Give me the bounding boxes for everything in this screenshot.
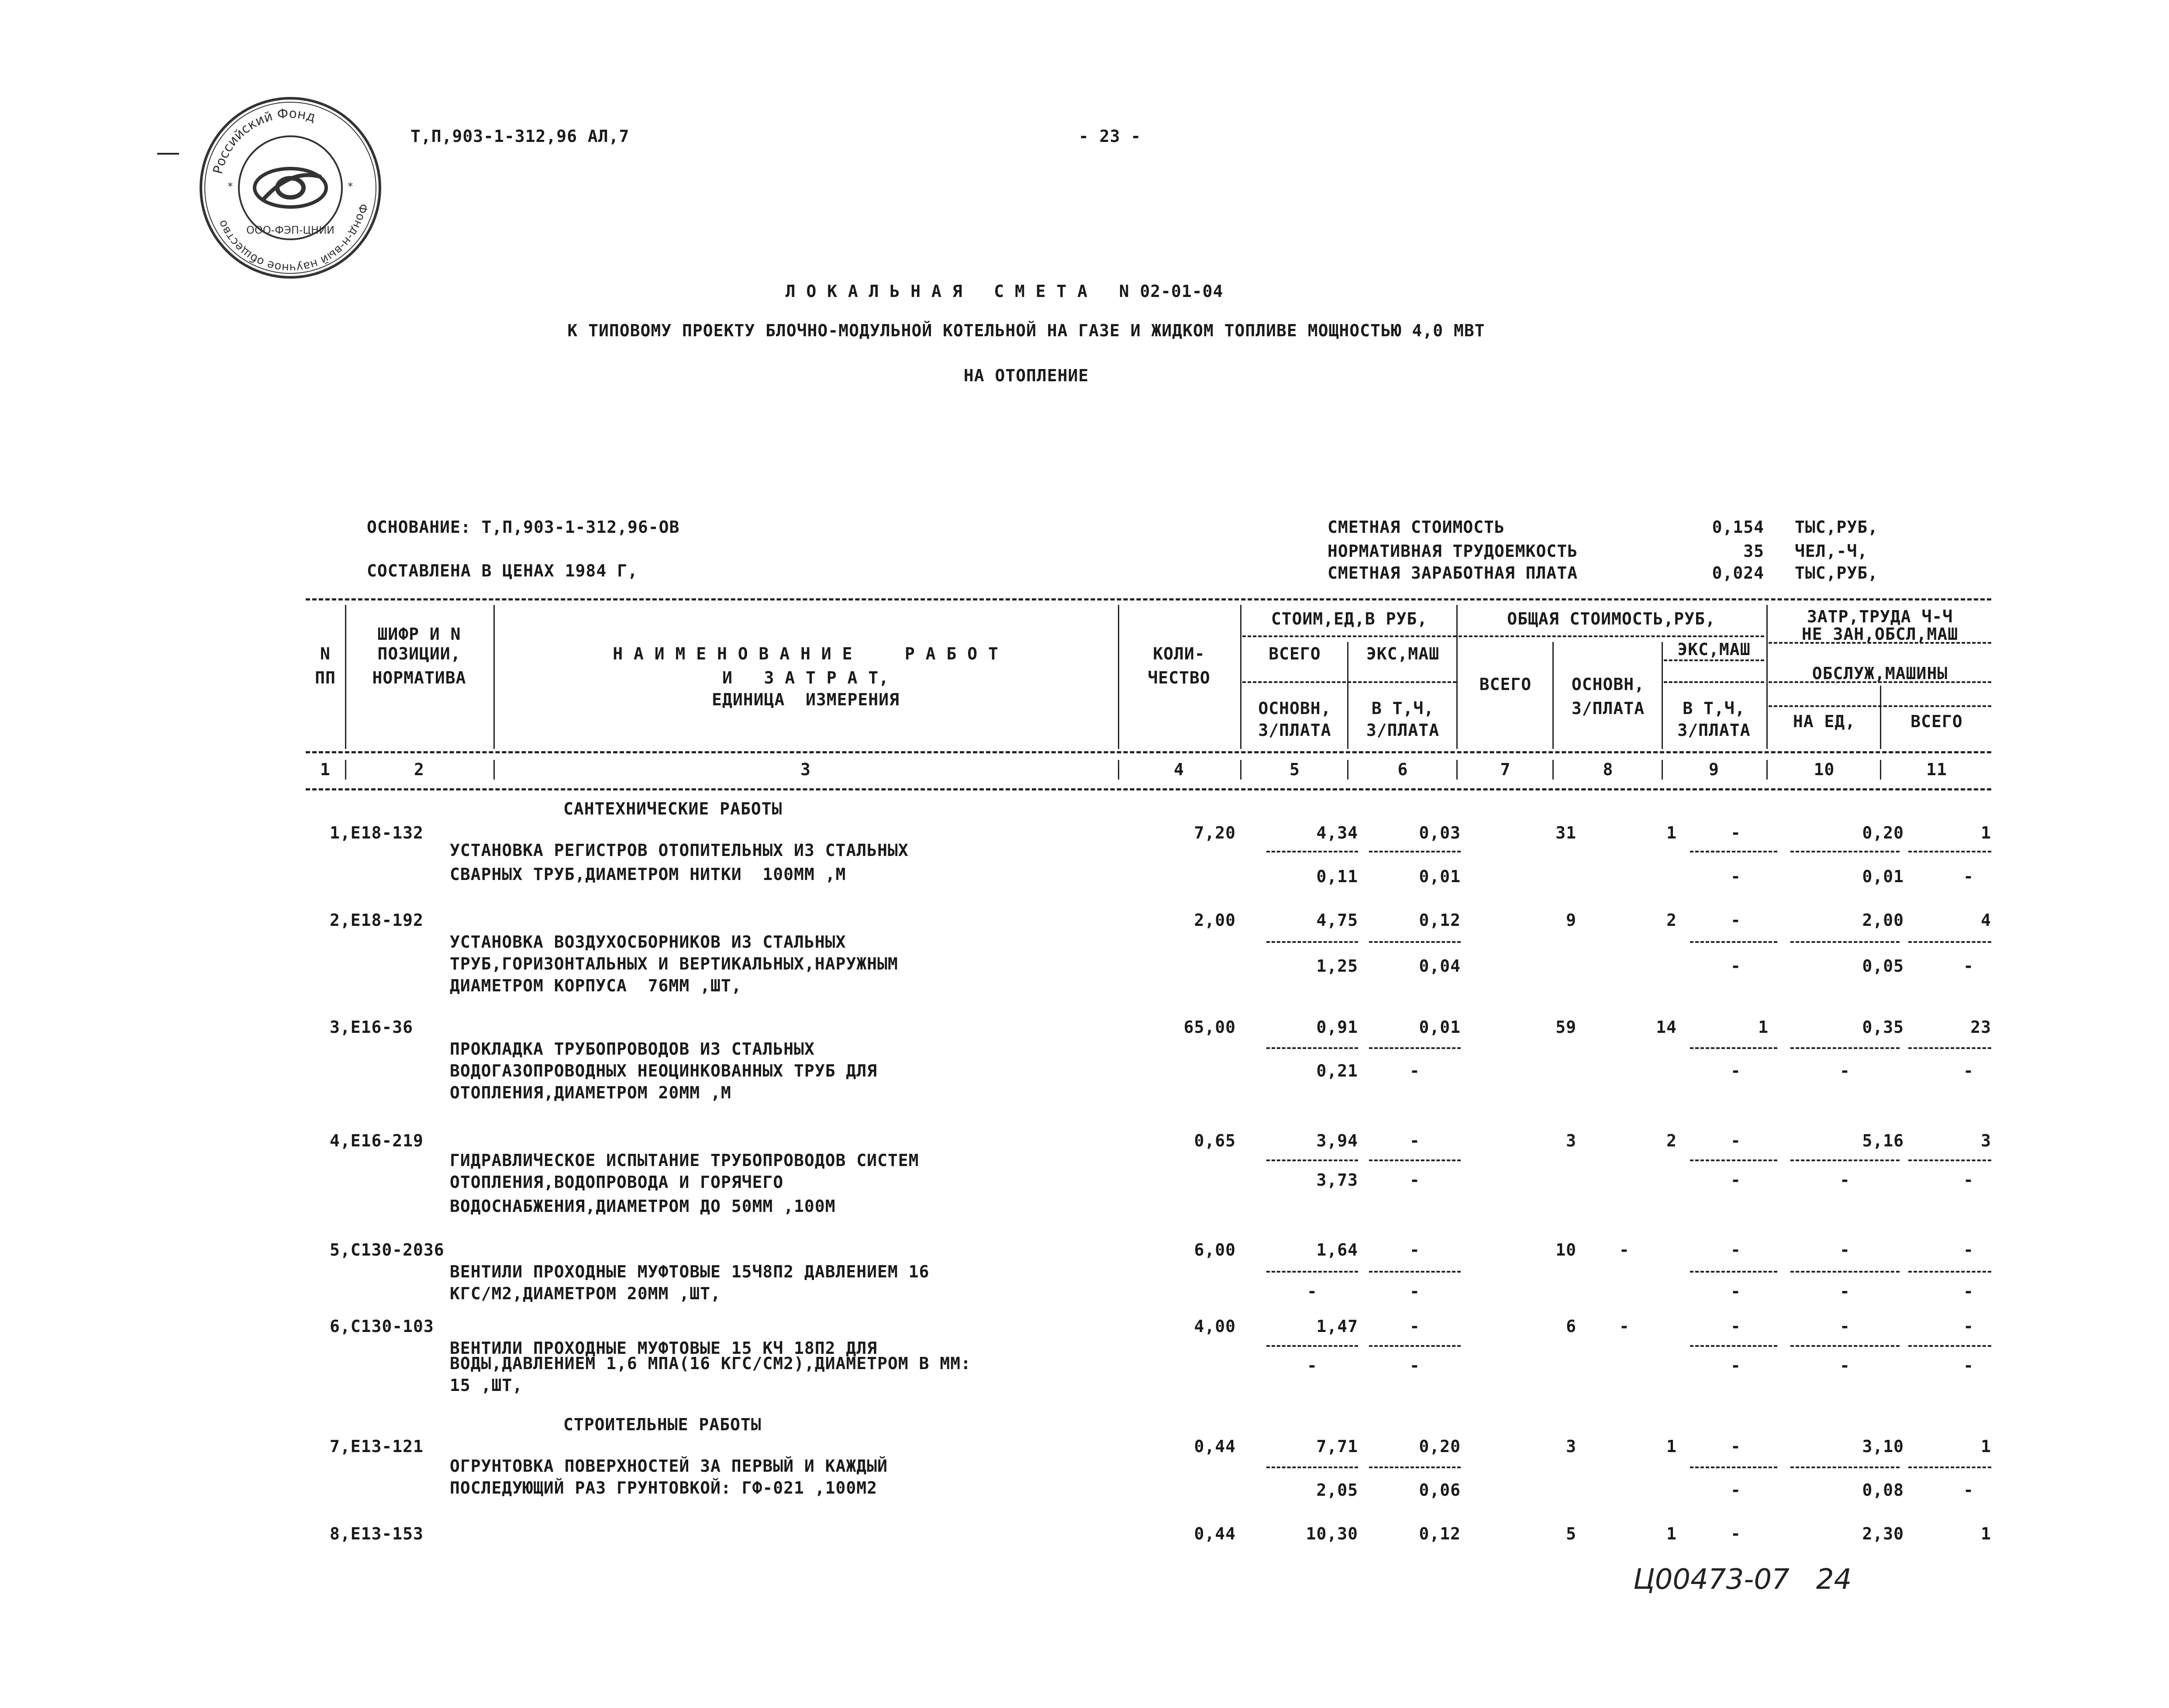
row-split-rule: [1690, 851, 1777, 852]
svg-text:*: *: [227, 180, 234, 193]
row-split-rule: [1790, 1271, 1900, 1273]
col-sep-8: [1662, 642, 1663, 749]
row-unit-machine-wage: -: [1410, 1061, 1420, 1080]
row-total: 3: [1566, 1131, 1576, 1150]
row-name-line: УСТАНОВКА ВОЗДУХОСБОРНИКОВ ИЗ СТАЛЬНЫХ: [450, 932, 846, 952]
row-unit-total: 3,94: [1316, 1131, 1358, 1150]
row-unit-machine: 0,12: [1419, 911, 1461, 930]
hdr-c1-a: N: [320, 644, 331, 663]
basis-osnovanie: ОСНОВАНИЕ: Т,П,903-1-312,96-ОВ: [367, 518, 680, 537]
section-title-plumbing: САНТЕХНИЧЕСКИЕ РАБОТЫ: [563, 799, 783, 818]
row-total-machine-wage: -: [1731, 1480, 1741, 1500]
row-split-rule: [1266, 1047, 1358, 1049]
row-split-rule: [1266, 941, 1358, 943]
row-machine-labor-total: -: [1963, 1356, 1974, 1375]
row-total-machine: -: [1731, 1317, 1741, 1336]
hdr-c8-a: ОСНОВН,: [1571, 675, 1645, 694]
row-split-rule: [1908, 1271, 1991, 1273]
row-qty: 65,00: [1183, 1018, 1236, 1037]
col-sep-5: [1347, 642, 1348, 749]
row-qty: 2,00: [1194, 911, 1236, 930]
colnum-5: 5: [1290, 760, 1300, 779]
row-labor-total: 23: [1970, 1018, 1991, 1037]
hdr-c3-a: Н А И М Е Н О В А Н И Е Р А Б О Т: [613, 644, 999, 663]
row-total-machine-wage: -: [1731, 1356, 1741, 1375]
hdr-c4-b: ЧЕСТВО: [1148, 668, 1210, 687]
row-machine-labor-unit: 0,08: [1862, 1480, 1904, 1500]
row-name-line: ВЕНТИЛИ ПРОХОДНЫЕ МУФТОВЫЕ 15 КЧ 18П2 ДЛЯ: [450, 1339, 877, 1358]
hdr-c9-a: ЭКС,МАШ: [1677, 640, 1751, 659]
col-sep-1: [345, 605, 346, 749]
row-unit-machine: -: [1410, 1240, 1420, 1259]
header-subrule-d: [1242, 681, 1456, 683]
row-total: 59: [1555, 1018, 1576, 1037]
row-split-rule: [1790, 1159, 1900, 1161]
row-labor-total: 4: [1981, 911, 1991, 930]
hdr-c6-b: В Т,Ч,: [1371, 699, 1435, 718]
row-machine-labor-unit: -: [1840, 1061, 1850, 1080]
row-name-line: ВОДОСНАБЖЕНИЯ,ДИАМЕТРОМ ДО 50ММ ,100М: [450, 1197, 836, 1216]
row-machine-labor-unit: -: [1840, 1170, 1850, 1190]
row-machine-labor-total: -: [1963, 1170, 1974, 1190]
row-split-rule: [1369, 1466, 1461, 1468]
row-name-line: ВОДОГАЗОПРОВОДНЫХ НЕОЦИНКОВАННЫХ ТРУБ ДЛЯ: [450, 1061, 877, 1080]
row-split-rule: [1908, 1159, 1991, 1161]
handwritten-archive-number: Ц00473-07 24: [1633, 1563, 1852, 1596]
row-name-line: ГИДРАВЛИЧЕСКОЕ ИСПЫТАНИЕ ТРУБОПРОВОДОВ СИСТЕМ: [450, 1151, 919, 1170]
row-split-rule: [1790, 851, 1900, 852]
row-split-rule: [1369, 1047, 1461, 1049]
row-total-machine: -: [1731, 1131, 1741, 1150]
summary-cost-unit: ТЫС,РУБ,: [1795, 518, 1879, 537]
row-qty: 6,00: [1194, 1240, 1236, 1259]
row-total-machine-wage: -: [1731, 1061, 1741, 1080]
numbers-bottom-rule: [306, 788, 1991, 790]
row-total: 6: [1566, 1317, 1576, 1336]
row-unit-total: 1,47: [1316, 1317, 1358, 1336]
svg-text:Фонд-н-вый научное общество: Фонд-н-вый научное общество: [216, 202, 370, 275]
hdr-c3-c: ЕДИНИЦА ИЗМЕРЕНИЯ: [712, 690, 900, 709]
row-total-wage: 1: [1666, 1524, 1677, 1543]
row-labor-total: 3: [1981, 1131, 1991, 1150]
row-code: 6,С130-103: [330, 1317, 434, 1336]
row-machine-labor-total: -: [1963, 956, 1974, 976]
basis-prices: СОСТАВЛЕНА В ЦЕНАХ 1984 Г,: [367, 561, 638, 580]
row-unit-machine: -: [1410, 1317, 1420, 1336]
colnum-8: 8: [1603, 760, 1614, 779]
svg-text:ООО-ФЭП-ЦНИИ: ООО-ФЭП-ЦНИИ: [246, 224, 335, 236]
num-sep-1: [345, 760, 346, 780]
row-labor-unit: 2,00: [1862, 911, 1904, 930]
row-total-wage: 2: [1666, 1131, 1677, 1150]
row-unit-wage: -: [1307, 1282, 1317, 1301]
hdr-c5-b: ОСНОВН,: [1258, 699, 1331, 718]
row-split-rule: [1908, 941, 1991, 943]
row-machine-labor-total: -: [1963, 867, 1974, 886]
row-split-rule: [1790, 1047, 1900, 1049]
hdr-c7: ВСЕГО: [1479, 675, 1532, 694]
colnum-9: 9: [1709, 760, 1719, 779]
colnum-3: 3: [800, 760, 811, 779]
col-sep-4: [1240, 605, 1241, 749]
hdr-c5-c: З/ПЛАТА: [1258, 721, 1331, 740]
row-total: 9: [1566, 911, 1576, 930]
row-unit-machine-wage: -: [1410, 1170, 1420, 1190]
row-split-rule: [1908, 851, 1991, 852]
row-machine-labor-unit: -: [1840, 1356, 1850, 1375]
row-code: 3,Е16-36: [330, 1018, 414, 1037]
hdr-c4-a: КОЛИ-: [1153, 644, 1205, 663]
row-total: 31: [1555, 823, 1576, 842]
row-total-machine: 1: [1758, 1018, 1769, 1037]
row-split-rule: [1790, 1345, 1900, 1347]
row-code: 8,Е13-153: [330, 1524, 424, 1543]
row-split-rule: [1908, 1047, 1991, 1049]
row-unit-total: 0,91: [1316, 1018, 1358, 1037]
row-name-line: УСТАНОВКА РЕГИСТРОВ ОТОПИТЕЛЬНЫХ ИЗ СТАЛЬНЫХ: [450, 841, 909, 860]
row-name-line: ОГРУНТОВКА ПОВЕРХНОСТЕЙ ЗА ПЕРВЫЙ И КАЖДЫЙ: [450, 1456, 888, 1476]
row-qty: 0,44: [1194, 1437, 1236, 1456]
hdr-c79-top: ОБЩАЯ СТОИМОСТЬ,РУБ,: [1507, 609, 1716, 628]
row-name-line: ВОДЫ,ДАВЛЕНИЕМ 1,6 МПА(16 КГС/СМ2),ДИАМЕТРОМ В ММ:: [450, 1354, 971, 1373]
row-split-rule: [1690, 1047, 1777, 1049]
row-labor-unit: -: [1840, 1317, 1850, 1336]
num-sep-7: [1552, 760, 1554, 780]
hdr-c6-a: ЭКС,МАШ: [1366, 644, 1440, 663]
row-total-machine: -: [1731, 1524, 1741, 1543]
row-machine-labor-total: -: [1963, 1282, 1974, 1301]
row-split-rule: [1369, 1271, 1461, 1273]
row-name-line: ОТОПЛЕНИЯ,ДИАМЕТРОМ 20ММ ,М: [450, 1083, 731, 1102]
row-code: 4,Е16-219: [330, 1131, 424, 1150]
row-qty: 0,65: [1194, 1131, 1236, 1150]
row-split-rule: [1369, 1345, 1461, 1347]
hdr-c1011-top-a: ЗАТР,ТРУДА Ч-Ч: [1807, 607, 1953, 626]
row-name-line: ОТОПЛЕНИЯ,ВОДОПРОВОДА И ГОРЯЧЕГО: [450, 1173, 784, 1192]
row-machine-labor-unit: 0,05: [1862, 956, 1904, 976]
title-project: К ТИПОВОМУ ПРОЕКТУ БЛОЧНО-МОДУЛЬНОЙ КОТЕЛЬНОЙ НА ГАЗЕ И ЖИДКОМ ТОПЛИВЕ МОЩНОСТЬЮ 4,0 МВТ: [567, 321, 1485, 340]
hdr-c3-b: И З А Т Р А Т,: [722, 668, 890, 687]
row-name-line: 15 ,ШТ,: [450, 1376, 523, 1395]
colnum-4: 4: [1174, 760, 1184, 779]
row-unit-machine: -: [1410, 1131, 1420, 1150]
row-unit-wage: 2,05: [1316, 1480, 1358, 1500]
row-unit-machine-wage: -: [1410, 1282, 1420, 1301]
row-unit-total: 10,30: [1306, 1524, 1358, 1543]
row-split-rule: [1369, 1159, 1461, 1161]
summary-cost-label: СМЕТНАЯ СТОИМОСТЬ: [1328, 518, 1505, 537]
row-total: 5: [1566, 1524, 1576, 1543]
hdr-c9-c: З/ПЛАТА: [1677, 721, 1751, 740]
summary-labor-label: НОРМАТИВНАЯ ТРУДОЕМКОСТЬ: [1328, 542, 1578, 561]
row-unit-machine-wage: 0,04: [1419, 956, 1461, 976]
row-code: 1,Е18-132: [330, 823, 424, 842]
row-split-rule: [1908, 1466, 1991, 1468]
header-subrule-a: [1242, 635, 1456, 637]
row-machine-labor-unit: -: [1840, 1282, 1850, 1301]
row-unit-total: 4,34: [1316, 823, 1358, 842]
col-sep-6: [1456, 605, 1458, 749]
hdr-c2-a: ШИФР И N: [377, 625, 461, 644]
row-unit-total: 1,64: [1316, 1240, 1358, 1259]
row-name-line: ПОСЛЕДУЮЩИЙ РАЗ ГРУНТОВКОЙ: ГФ-021 ,100М2: [450, 1478, 877, 1498]
title-main: Л О К А Л Ь Н А Я С М Е Т А N 02-01-04: [785, 282, 1224, 301]
hdr-c56-top: СТОИМ,ЕД,В РУБ,: [1271, 609, 1428, 628]
summary-wage-label: СМЕТНАЯ ЗАРАБОТНАЯ ПЛАТА: [1328, 563, 1578, 583]
row-unit-machine-wage: 0,06: [1419, 1480, 1461, 1500]
title-section: НА ОТОПЛЕНИЕ: [963, 366, 1089, 385]
colnum-7: 7: [1500, 760, 1511, 779]
col-sep-3: [1118, 605, 1119, 749]
num-sep-10: [1880, 760, 1881, 780]
row-split-rule: [1908, 1345, 1991, 1347]
hdr-c1011-top-b: НЕ ЗАН,ОБСЛ,МАШ: [1801, 625, 1959, 644]
num-sep-5: [1347, 760, 1348, 780]
row-name-line: ДИАМЕТРОМ КОРПУСА 76ММ ,ШТ,: [450, 976, 742, 995]
row-total: 3: [1566, 1437, 1576, 1456]
summary-cost-value: 0,154: [1712, 518, 1764, 537]
row-split-rule: [1369, 851, 1461, 852]
hdr-c2-b: ПОЗИЦИИ,: [377, 644, 461, 663]
row-code: 7,Е13-121: [330, 1437, 424, 1456]
row-split-rule: [1266, 851, 1358, 852]
row-labor-total: 1: [1981, 823, 1991, 842]
row-unit-total: 4,75: [1316, 911, 1358, 930]
row-unit-machine-wage: -: [1410, 1356, 1420, 1375]
row-name-line: СВАРНЫХ ТРУБ,ДИАМЕТРОМ НИТКИ 100ММ ,М: [450, 865, 846, 884]
row-unit-wage: 1,25: [1316, 956, 1358, 976]
row-total-wage: -: [1619, 1317, 1630, 1336]
margin-mark: [157, 153, 179, 155]
num-sep-9: [1766, 760, 1768, 780]
svg-text:*: *: [347, 180, 354, 193]
row-unit-machine: 0,03: [1419, 823, 1461, 842]
colnum-6: 6: [1397, 760, 1408, 779]
row-name-line: ТРУБ,ГОРИЗОНТАЛЬНЫХ И ВЕРТИКАЛЬНЫХ,НАРУЖНЫМ: [450, 954, 898, 973]
colnum-11: 11: [1926, 760, 1947, 779]
hdr-c1-b: ПП: [315, 668, 336, 687]
row-total-machine: -: [1731, 1240, 1741, 1259]
colnum-1: 1: [320, 760, 331, 779]
col-sep-10: [1880, 686, 1881, 749]
num-sep-8: [1662, 760, 1663, 780]
row-split-rule: [1790, 941, 1900, 943]
hdr-c11: ВСЕГО: [1910, 712, 1963, 731]
row-split-rule: [1690, 1159, 1777, 1161]
row-unit-machine-wage: 0,01: [1419, 867, 1461, 886]
row-total-machine: -: [1731, 911, 1741, 930]
section-title-construction: СТРОИТЕЛЬНЫЕ РАБОТЫ: [563, 1415, 762, 1434]
row-labor-unit: 0,35: [1862, 1018, 1904, 1037]
row-total-machine-wage: -: [1731, 1282, 1741, 1301]
row-unit-wage: 3,73: [1316, 1170, 1358, 1190]
header-subrule-b: [1459, 635, 1764, 637]
row-labor-total: 1: [1981, 1437, 1991, 1456]
row-split-rule: [1266, 1271, 1358, 1273]
hdr-c1011-mid: ОБСЛУЖ,МАШИНЫ: [1812, 664, 1948, 683]
row-total-wage: 1: [1666, 1437, 1677, 1456]
row-labor-total: -: [1963, 1240, 1974, 1259]
header-subrule-e: [1664, 659, 1764, 661]
row-total-wage: 14: [1656, 1018, 1677, 1037]
row-name-line: ПРОКЛАДКА ТРУБОПРОВОДОВ ИЗ СТАЛЬНЫХ: [450, 1039, 815, 1059]
summary-wage-value: 0,024: [1712, 563, 1764, 583]
row-split-rule: [1690, 941, 1777, 943]
row-labor-unit: 5,16: [1862, 1131, 1904, 1150]
summary-labor-unit: ЧЕЛ,-Ч,: [1795, 542, 1868, 561]
row-total-machine-wage: -: [1731, 867, 1741, 886]
num-sep-2: [493, 760, 495, 780]
row-total-machine-wage: -: [1731, 956, 1741, 976]
colnum-2: 2: [414, 760, 424, 779]
row-split-rule: [1690, 1466, 1777, 1468]
col-sep-2: [493, 605, 495, 749]
organization-seal: [197, 94, 384, 282]
hdr-c2-c: НОРМАТИВА: [372, 668, 466, 687]
row-qty: 7,20: [1194, 823, 1236, 842]
hdr-c9-b: В Т,Ч,: [1683, 699, 1745, 718]
row-split-rule: [1266, 1159, 1358, 1161]
row-total: 10: [1555, 1240, 1576, 1259]
row-total-wage: -: [1619, 1240, 1630, 1259]
header-subrule-f: [1664, 681, 1764, 683]
row-labor-unit: 3,10: [1862, 1437, 1904, 1456]
row-total-machine-wage: -: [1731, 1170, 1741, 1190]
svg-text:Российский Фонд: Российский Фонд: [210, 106, 317, 176]
row-total-machine: -: [1731, 823, 1741, 842]
row-unit-machine: 0,01: [1419, 1018, 1461, 1037]
summary-labor-value: 35: [1743, 542, 1764, 561]
row-split-rule: [1266, 1466, 1358, 1468]
num-sep-6: [1456, 760, 1458, 780]
hdr-c5-a: ВСЕГО: [1269, 644, 1321, 663]
row-split-rule: [1690, 1345, 1777, 1347]
doc-code: Т,П,903-1-312,96 АЛ,7: [410, 127, 630, 146]
hdr-c8-b: З/ПЛАТА: [1571, 699, 1645, 718]
row-unit-machine: 0,12: [1419, 1524, 1461, 1543]
row-code: 5,С130-2036: [330, 1240, 445, 1259]
row-unit-machine: 0,20: [1419, 1437, 1461, 1456]
row-code: 2,Е18-192: [330, 911, 424, 930]
row-split-rule: [1790, 1466, 1900, 1468]
row-machine-labor-unit: 0,01: [1862, 867, 1904, 886]
row-name-line: ВЕНТИЛИ ПРОХОДНЫЕ МУФТОВЫЕ 15Ч8П2 ДАВЛЕНИЕМ 16: [450, 1262, 930, 1281]
row-labor-total: -: [1963, 1317, 1974, 1336]
row-labor-unit: 0,20: [1862, 823, 1904, 842]
row-unit-wage: 0,21: [1316, 1061, 1358, 1080]
page-number: - 23 -: [1079, 127, 1141, 146]
row-unit-wage: -: [1307, 1356, 1317, 1375]
row-total-wage: 1: [1666, 823, 1677, 842]
header-bottom-rule: [306, 751, 1991, 753]
row-split-rule: [1369, 941, 1461, 943]
row-unit-total: 7,71: [1316, 1437, 1358, 1456]
row-machine-labor-total: -: [1963, 1061, 1974, 1080]
row-total-wage: 2: [1666, 911, 1677, 930]
row-machine-labor-total: -: [1963, 1480, 1974, 1500]
hdr-c6-c: З/ПЛАТА: [1366, 721, 1440, 740]
num-sep-4: [1240, 760, 1241, 780]
table-top-rule: [306, 598, 1991, 600]
col-sep-7: [1552, 642, 1554, 749]
row-total-machine: -: [1731, 1437, 1741, 1456]
row-labor-unit: -: [1840, 1240, 1850, 1259]
colnum-10: 10: [1814, 760, 1835, 779]
num-sep-3: [1118, 760, 1119, 780]
row-labor-unit: 2,30: [1862, 1524, 1904, 1543]
row-labor-total: 1: [1981, 1524, 1991, 1543]
row-split-rule: [1690, 1271, 1777, 1273]
row-unit-wage: 0,11: [1316, 867, 1358, 886]
col-sep-9: [1766, 605, 1768, 749]
row-qty: 0,44: [1194, 1524, 1236, 1543]
row-name-line: КГС/М2,ДИАМЕТРОМ 20ММ ,ШТ,: [450, 1284, 721, 1303]
row-split-rule: [1266, 1345, 1358, 1347]
hdr-c10: НА ЕД,: [1793, 712, 1856, 731]
row-qty: 4,00: [1194, 1317, 1236, 1336]
summary-wage-unit: ТЫС,РУБ,: [1795, 563, 1879, 583]
